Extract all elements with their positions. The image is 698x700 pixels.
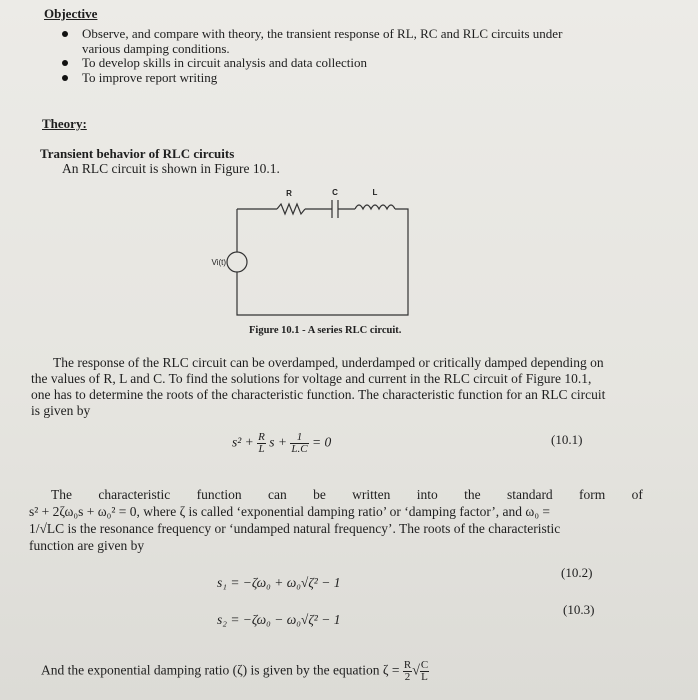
wire-return xyxy=(237,209,408,315)
resistor-symbol xyxy=(277,204,305,214)
objective-bullet-1-continued: various damping conditions. xyxy=(82,41,230,56)
para2-line4: function are given by xyxy=(29,538,145,553)
fraction-r-over-l: $\frac{R}{L}$ xyxy=(258,431,265,455)
figure-caption: Figure 10.1 - A series RLC circuit. xyxy=(249,325,402,336)
voltage-source-symbol xyxy=(227,252,247,272)
fraction-r-over-2: $\frac{R}{2}$ xyxy=(403,659,412,683)
objective-bullet-2: To develop skills in circuit analysis and data collection xyxy=(62,55,367,71)
equation-number-10-2: (10.2) xyxy=(561,565,593,580)
objective-bullet-1: Observe, and compare with theory, the transient response of RL, RC and RLC circuits under xyxy=(62,26,562,42)
objective-heading: Objective xyxy=(44,6,98,21)
bullet-dot xyxy=(62,31,68,37)
theory-heading: Theory: xyxy=(42,116,87,131)
inductor-symbol xyxy=(355,205,395,209)
rlc-circuit-diagram xyxy=(211,182,465,332)
fraction-c-over-l: $\frac{C}{L}$ xyxy=(420,659,429,683)
bullet-dot xyxy=(62,75,68,81)
para1-line3: one has to determine the roots of the characteristic function. The characteristic function for an RLC circuit xyxy=(31,387,606,402)
capacitor-symbol xyxy=(332,200,338,218)
bullet-dot xyxy=(62,60,68,66)
label-c: C xyxy=(332,188,338,197)
label-r: R xyxy=(286,189,292,198)
equation-number-10-1: (10.1) xyxy=(551,432,583,447)
para2-line1: The characteristic function can be written into the standard form of xyxy=(51,487,643,502)
objective-bullet-3: To improve report writing xyxy=(62,70,217,86)
para1-line2: the values of R, L and C. To find the solutions for voltage and current in the RLC circuit of Figure 10.1, xyxy=(31,371,592,386)
equation-number-10-3: (10.3) xyxy=(563,602,595,617)
equation-10-1: s² + $\frac{R}{L}$ s + $\frac{1}{L.C}$ = 0 xyxy=(232,431,332,455)
para2-line2: s² + 2ζω₀s + ω₀² = 0, where ζ is called ‘exponential damping ratio’ or ‘damping factor’, and ω₀ = xyxy=(29,504,551,519)
para2-line3: 1/√LC is the resonance frequency or ‘undamped natural frequency’. The roots of the characteristic xyxy=(29,521,561,536)
para1-line1: The response of the RLC circuit can be overdamped, underdamped or critically damped depending on xyxy=(53,355,604,370)
equation-10-3: s₂ = −ζω₀ − ω₀√ζ² − 1 xyxy=(217,612,341,627)
para1-line4: is given by xyxy=(31,403,91,418)
damping-ratio-sentence: And the exponential damping ratio (ζ) is given by the equation ζ = $\frac{R}{2}$ √ $\frac{C}{L}$ xyxy=(41,659,429,683)
label-l: L xyxy=(372,188,378,197)
label-source: Vi(t) xyxy=(211,258,226,267)
fraction-1-over-lc: $\frac{1}{L.C}$ xyxy=(291,431,308,455)
theory-subheading: Transient behavior of RLC circuits xyxy=(40,146,235,161)
equation-10-2: s₁ = −ζω₀ + ω₀√ζ² − 1 xyxy=(217,575,341,590)
theory-intro: An RLC circuit is shown in Figure 10.1. xyxy=(62,161,280,176)
